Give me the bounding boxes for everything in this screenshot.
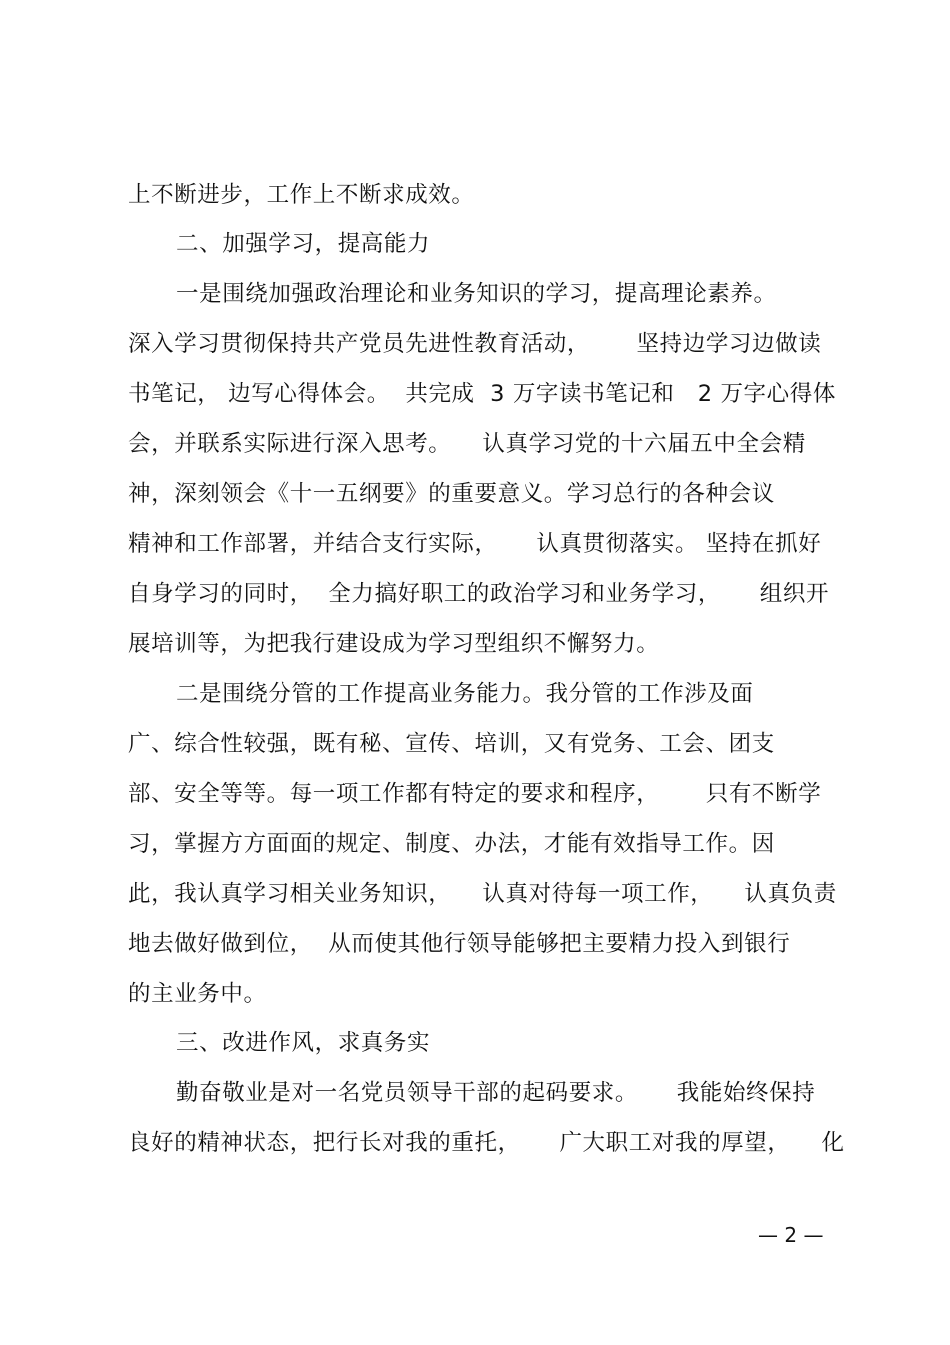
paragraph-first-line: 勤奋敬业是对一名党员领导干部的起码要求。 我能始终保持 (176, 1080, 816, 1106)
text-line: 会，并联系实际进行深入思考。 认真学习党的十六届五中全会精 (128, 431, 806, 457)
text-line: 良好的精神状态，把行长对我的重托， 广大职工对我的厚望， 化 (128, 1130, 845, 1156)
text-line: 地去做好做到位， 从而使其他行领导能够把主要精力投入到银行 (128, 931, 791, 957)
text-line: 习，掌握方方面面的规定、制度、办法，才能有效指导工作。因 (128, 831, 775, 857)
text-line: 神，深刻领会《十一五纲要》的重要意义。学习总行的各种会议 (128, 481, 775, 507)
text-line: 上不断进步，工作上不断求成效。 (128, 182, 475, 208)
text-line: 自身学习的同时， 全力搞好职工的政治学习和业务学习， 组织开 (128, 581, 830, 607)
text-line: 此，我认真学习相关业务知识， 认真对待每一项工作， 认真负责 (128, 881, 837, 907)
text-line: 广、综合性较强，既有秘、宣传、培训，又有党务、工会、团支 (128, 731, 775, 757)
text-line: 部、安全等等。每一项工作都有特定的要求和程序， 只有不断学 (128, 781, 822, 807)
page-number: — 2 — (758, 1223, 824, 1247)
paragraph-first-line: 一是围绕加强政治理论和业务知识的学习，提高理论素养。 (176, 281, 777, 307)
section-heading: 三、改进作风，求真务实 (176, 1030, 431, 1056)
text-line: 精神和工作部署，并结合支行实际， 认真贯彻落实。 坚持在抓好 (128, 531, 822, 557)
paragraph-first-line: 二是围绕分管的工作提高业务能力。我分管的工作涉及面 (176, 681, 754, 707)
text-line: 的主业务中。 (128, 981, 267, 1007)
text-line: 展培训等，为把我行建设成为学习型组织不懈努力。 (128, 631, 660, 657)
section-heading: 二、加强学习，提高能力 (176, 231, 431, 257)
text-line: 深入学习贯彻保持共产党员先进性教育活动， 坚持边学习边做读 (128, 331, 822, 357)
text-line: 书笔记， 边写心得体会。 共完成 3 万字读书笔记和 2 万字心得体 (128, 381, 836, 407)
